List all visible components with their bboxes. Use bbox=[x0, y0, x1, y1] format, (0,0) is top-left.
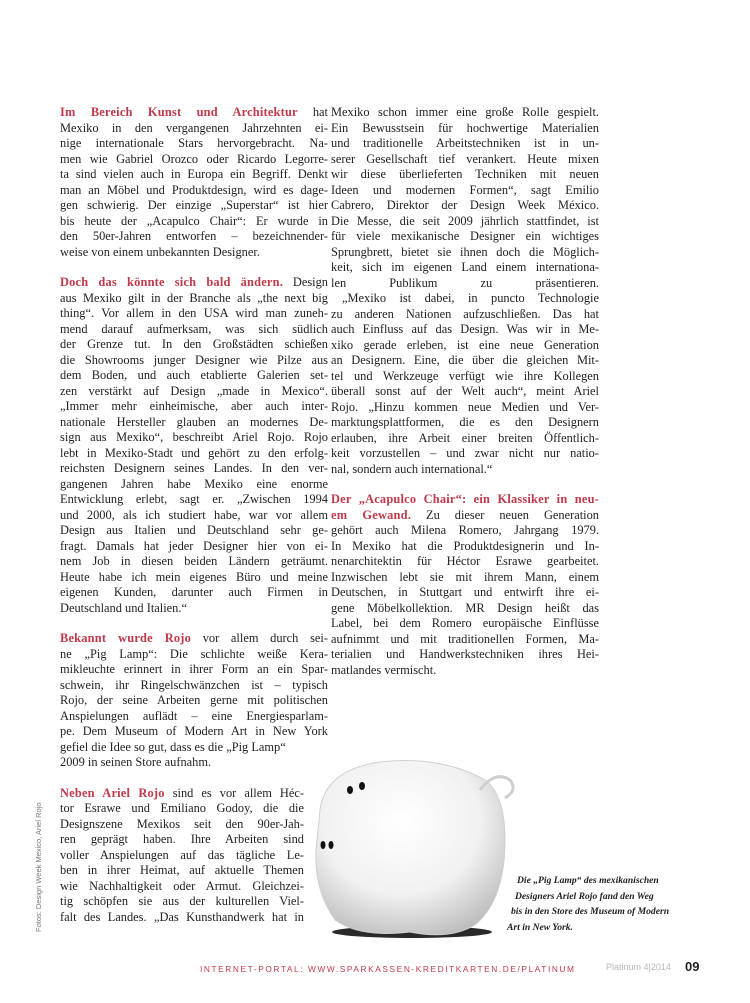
footer-magazine-issue: Platinum 4|2014 bbox=[606, 962, 671, 972]
text-line bbox=[60, 306, 328, 322]
text-line bbox=[60, 183, 328, 199]
article-column-left bbox=[60, 105, 328, 940]
body-text: matlandes vermischt. bbox=[331, 662, 437, 677]
text-line bbox=[60, 631, 328, 647]
text-line bbox=[331, 369, 599, 385]
text-line bbox=[331, 276, 599, 292]
lead-in-highlight: em Gewand. bbox=[331, 507, 411, 522]
body-text: ben in ihrer Heimat, auf aktuelle Themen bbox=[60, 863, 304, 877]
text-line bbox=[60, 523, 328, 539]
lead-in-highlight: Doch das könnte sich bald ändern. bbox=[60, 275, 283, 289]
text-line bbox=[331, 322, 599, 338]
text-line bbox=[331, 570, 599, 586]
article-paragraph bbox=[331, 492, 599, 678]
text-line bbox=[60, 275, 328, 291]
caption-line: bis in den Store des Museum of Modern bbox=[511, 906, 670, 917]
body-text: vor allem durch sei- bbox=[190, 631, 328, 645]
body-text: gehört auch Milena Romero, Jahrgang 1979. bbox=[331, 523, 599, 537]
body-text: sind es vor allem Héc- bbox=[164, 785, 304, 800]
caption-line: Designers Ariel Rojo fand den Weg bbox=[515, 890, 654, 902]
body-text: len Publikum zu präsentieren. bbox=[331, 275, 599, 290]
body-text: Anspielungen auflädt – eine Energiesparlam- bbox=[60, 708, 328, 723]
text-line bbox=[331, 152, 599, 168]
body-text: wie Nachhaltigkeit oder Armut. Gleichzei- bbox=[60, 878, 304, 893]
text-line bbox=[60, 322, 328, 338]
text-line bbox=[331, 601, 599, 617]
text-line bbox=[60, 415, 328, 431]
text-line bbox=[60, 662, 328, 678]
body-text: der Grenze tut. In den Großstädten schießen bbox=[60, 337, 328, 351]
body-text: Design bbox=[283, 275, 328, 289]
body-text: terialien und Handwerkstechniken ihres Hei- bbox=[331, 647, 599, 661]
body-text: Heute habe ich mein eigenes Büro und meine bbox=[60, 569, 328, 584]
text-line bbox=[331, 492, 599, 508]
text-line bbox=[60, 910, 304, 926]
body-text: Design aus Italien und Deutschland sehr ge- bbox=[60, 523, 328, 537]
body-text: mikleuchte erinnert in ihrer Form an ein Spar- bbox=[60, 662, 328, 676]
text-line bbox=[331, 121, 599, 137]
lead-in-highlight: Bekannt wurde Rojo bbox=[60, 631, 191, 645]
text-line bbox=[60, 229, 328, 245]
text-line bbox=[60, 801, 304, 817]
body-text: dem Boden, und auch etablierte Galerien set- bbox=[60, 368, 328, 382]
text-line bbox=[331, 136, 599, 152]
text-line bbox=[60, 477, 328, 493]
body-text: xiko gerade erleben, ist eine neue Generation bbox=[331, 337, 599, 352]
text-line bbox=[331, 183, 599, 199]
text-line bbox=[60, 539, 328, 555]
text-line bbox=[60, 647, 328, 663]
text-line bbox=[60, 152, 328, 168]
text-line bbox=[60, 214, 328, 230]
body-text: mend darauf aufmerksam, was sich südlich bbox=[60, 321, 328, 336]
text-line bbox=[331, 229, 599, 245]
body-text: Rojo, der seine Arbeiten gerne mit politischen bbox=[60, 693, 328, 707]
article-paragraph bbox=[331, 105, 599, 477]
body-text: eigenen Kunden, darunter auch Firmen in bbox=[60, 585, 328, 599]
body-text: Die Messe, die seit 2009 jährlich stattfindet, ist bbox=[331, 213, 599, 228]
body-text: und traditionelle Arbeitstechniken ist in un- bbox=[331, 136, 599, 150]
text-line bbox=[60, 570, 328, 586]
body-text: man an Möbel und Produktdesign, wird es dage- bbox=[60, 182, 328, 197]
text-line bbox=[331, 508, 599, 524]
text-line bbox=[60, 291, 328, 307]
text-line bbox=[331, 663, 599, 679]
body-text: ren geprägt haben. Ihre Arbeiten sind bbox=[60, 832, 304, 846]
body-text: erlauben, ihre Arbeit einer breiten Öffentlich- bbox=[331, 430, 599, 445]
body-text: schwein, ihr Ringelschwänzchen ist – typisch bbox=[60, 677, 328, 692]
body-text: tig schöpfen sie aus der kulturellen Viel- bbox=[60, 894, 304, 908]
text-line bbox=[60, 121, 328, 137]
text-line bbox=[60, 337, 328, 353]
text-line bbox=[60, 848, 304, 864]
body-text: Sprungbrett, bietet sie ihnen doch die Möglich- bbox=[331, 244, 599, 259]
photo-credit: Fotos: Design Week Mexico, Ariel Rojo bbox=[34, 802, 43, 932]
body-text: voller Anspielungen auf das tägliche Le- bbox=[60, 847, 304, 862]
text-line bbox=[331, 245, 599, 261]
text-line bbox=[60, 832, 304, 848]
text-line bbox=[331, 384, 599, 400]
article-paragraph bbox=[60, 105, 328, 260]
body-text: gefiel die Idee so gut, dass es die „Pig Lamp“ bbox=[60, 739, 286, 754]
body-text: und 2000, als ich studiert habe, war vor allem bbox=[60, 507, 328, 522]
body-text: reichsten Designern seines Landes. In den ver- bbox=[60, 461, 328, 475]
text-line bbox=[60, 724, 328, 740]
body-text: ta sind vielen auch in Europa ein Begriff. Denkt bbox=[60, 167, 328, 181]
text-line bbox=[60, 786, 304, 802]
text-line bbox=[60, 245, 328, 261]
pig-lamp-photo bbox=[312, 750, 532, 940]
text-line bbox=[60, 709, 328, 725]
body-text: Cabrero, Direktor der Design Week México. bbox=[331, 198, 599, 212]
text-line bbox=[331, 291, 599, 307]
text-line bbox=[60, 678, 328, 694]
body-text: serer Gesellschaft tief verankert. Heute mixen bbox=[331, 151, 599, 166]
footer-portal-link[interactable]: INTERNET-PORTAL: WWW.SPARKASSEN-KREDITKARTEN.DE/PLATINUM bbox=[200, 964, 576, 974]
body-text: auch Einfluss auf das Design. Was wir in Me- bbox=[331, 322, 599, 336]
body-text: marktungsplattformen, die es den Designern bbox=[331, 415, 599, 429]
body-text: nal, sondern auch international.“ bbox=[331, 461, 493, 476]
body-text: Mexiko in den vergangenen Jahrzehnten ei- bbox=[60, 120, 328, 135]
body-text: „Mexiko ist dabei, in puncto Technologie bbox=[342, 291, 599, 305]
body-text: In Mexiko hat die Produktdesignerin und In- bbox=[331, 538, 599, 553]
body-text: zu anderen Nationen aufzuschließen. Das hat bbox=[331, 306, 599, 321]
body-text: lebt in Mexiko-Stadt und gehört zu den erfolg- bbox=[60, 445, 328, 460]
lead-in-highlight: Neben Ariel Rojo bbox=[60, 785, 165, 800]
body-text: Label, bei dem Romero europäische Einflüsse bbox=[331, 616, 599, 630]
text-line bbox=[331, 307, 599, 323]
text-line bbox=[60, 446, 328, 462]
text-line bbox=[60, 693, 328, 709]
body-text: aus Mexiko gilt in der Branche als „the next big bbox=[60, 290, 328, 305]
lead-in-highlight: Im Bereich Kunst und Architektur bbox=[60, 105, 298, 119]
text-line bbox=[331, 105, 599, 121]
body-text: pe. Dem Museum of Modern Art in New York bbox=[60, 724, 328, 738]
body-text: tel und Werkzeuge verfügt wie ihre Kollegen bbox=[331, 368, 599, 383]
caption-line: Die „Pig Lamp“ des mexikanischen bbox=[517, 875, 659, 886]
text-line bbox=[331, 523, 599, 539]
text-line bbox=[60, 492, 328, 508]
body-text: gangenen Jahren habe Mexiko eine enorme bbox=[60, 476, 328, 491]
text-line bbox=[60, 198, 328, 214]
body-text: nenarchitektin für Héctor Esrawe gearbeitet. bbox=[331, 554, 599, 568]
body-text: keit, sich im eigenen Land einem internationa- bbox=[331, 260, 599, 274]
text-line bbox=[60, 863, 304, 879]
text-line bbox=[60, 508, 328, 524]
text-line bbox=[331, 167, 599, 183]
text-line bbox=[60, 817, 304, 833]
text-line bbox=[331, 260, 599, 276]
body-text: men wie Gabriel Orozco oder Ricardo Legorre- bbox=[60, 151, 328, 166]
text-line bbox=[60, 879, 304, 895]
body-text: bis heute der „Acapulco Chair“: Er wurde in bbox=[60, 213, 328, 228]
page-number: 09 bbox=[685, 959, 700, 974]
text-line bbox=[331, 632, 599, 648]
body-text: 2009 in seinen Store aufnahm. bbox=[60, 755, 212, 769]
lead-in-highlight: Der „Acapulco Chair“: ein Klassiker in neu- bbox=[331, 492, 599, 506]
text-line bbox=[331, 616, 599, 632]
text-line bbox=[331, 198, 599, 214]
text-line bbox=[331, 338, 599, 354]
text-line bbox=[60, 384, 328, 400]
body-text: tor Esrawe und Emiliano Godoy, die die bbox=[60, 801, 304, 815]
body-text: falt des Landes. „Das Kunsthandwerk hat in bbox=[60, 909, 304, 924]
text-line bbox=[331, 539, 599, 555]
article-paragraph bbox=[60, 631, 328, 771]
article-paragraph bbox=[60, 786, 304, 926]
text-line bbox=[60, 554, 328, 570]
body-text: Zu dieser neuen Generation bbox=[411, 507, 599, 522]
body-text: überall sonst auf der Welt auch“, meint Ariel bbox=[331, 384, 599, 398]
body-text: Ideen und modernen Formen“, sagt Emilio bbox=[331, 182, 599, 197]
text-line bbox=[60, 430, 328, 446]
text-line bbox=[60, 601, 328, 617]
text-line bbox=[331, 353, 599, 369]
text-line bbox=[331, 462, 599, 478]
body-text: hat bbox=[297, 105, 328, 119]
article-column-right bbox=[331, 105, 599, 693]
text-line bbox=[331, 431, 599, 447]
body-text: sign aus Mexiko“, beschreibt Ariel Rojo. Rojo bbox=[60, 430, 328, 444]
text-line bbox=[60, 755, 328, 771]
body-text: Inzwischen lebt sie mit ihrem Mann, einem bbox=[331, 569, 599, 584]
text-line bbox=[60, 136, 328, 152]
body-text: „Immer mehr einheimische, aber auch inter- bbox=[60, 399, 328, 413]
body-text: gene Möbelkollektion. MR Design heißt das bbox=[331, 600, 599, 615]
text-line bbox=[331, 554, 599, 570]
text-line bbox=[60, 353, 328, 369]
text-line bbox=[331, 585, 599, 601]
body-text: Deutschland und Italien.“ bbox=[60, 600, 187, 615]
body-text: nige internationale Stars hervorgebracht. Na- bbox=[60, 136, 328, 150]
body-text: nem Job in diesen beiden Ländern geträumt. bbox=[60, 554, 328, 568]
body-text: den 50er-Jahren entworfen – bezeichnender- bbox=[60, 229, 328, 243]
body-text: fragt. Damals hat jeder Designer hier von ei- bbox=[60, 538, 328, 553]
text-line bbox=[60, 740, 328, 756]
text-line bbox=[331, 400, 599, 416]
text-line bbox=[331, 647, 599, 663]
text-line bbox=[60, 461, 328, 477]
body-text: an Designern. Eine, die über die gleichen Mit- bbox=[331, 353, 599, 367]
body-text: nationale Hersteller glauben an modernes De- bbox=[60, 414, 328, 429]
body-text: gen schwierig. Der einzige „Superstar“ ist hier bbox=[60, 198, 328, 212]
body-text: Deutschen, in Stuttgart und entwirft ihre ei- bbox=[331, 585, 599, 599]
body-text: aufnimmt und mit traditionellen Formen, Ma- bbox=[331, 631, 599, 646]
text-line bbox=[60, 368, 328, 384]
text-line bbox=[331, 446, 599, 462]
body-text: ne „Pig Lamp“: Die schlichte weiße Kera- bbox=[60, 646, 328, 661]
caption-line: Art in New York. bbox=[507, 921, 573, 933]
text-line bbox=[60, 894, 304, 910]
body-text: Designszene Mexikos seit den 90er-Jah- bbox=[60, 816, 304, 831]
body-text: Mexiko schon immer eine große Rolle gespielt. bbox=[331, 105, 599, 119]
body-text: zen verstärkt auf Design „made in Mexico“. bbox=[60, 383, 328, 398]
article-paragraph bbox=[60, 275, 328, 616]
body-text: Entwicklung erlebt, sagt er. „Zwischen 1994 bbox=[60, 492, 328, 506]
body-text: Rojo. „Hinzu kommen neue Medien und Ver- bbox=[331, 399, 599, 414]
text-line bbox=[331, 214, 599, 230]
text-line bbox=[60, 167, 328, 183]
photo-caption bbox=[507, 873, 670, 935]
body-text: weise von einem unbekannten Designer. bbox=[60, 244, 260, 259]
body-text: für viele mexikanische Designer ein wichtiges bbox=[331, 229, 599, 243]
body-text: die Showrooms junger Designer wie Pilze aus bbox=[60, 352, 328, 367]
body-text: thing“. Vor allem in den USA wird man zuneh- bbox=[60, 306, 328, 320]
body-text: keit vorzustellen – und zwar nicht nur natio- bbox=[331, 446, 599, 460]
body-text: Ein Bewusstsein für hochwertige Materialien bbox=[331, 120, 599, 135]
text-line bbox=[60, 105, 328, 121]
text-line bbox=[60, 585, 328, 601]
body-text: wir diese überlieferten Techniken mit neuen bbox=[331, 167, 599, 181]
text-line bbox=[60, 399, 328, 415]
text-line bbox=[331, 415, 599, 431]
